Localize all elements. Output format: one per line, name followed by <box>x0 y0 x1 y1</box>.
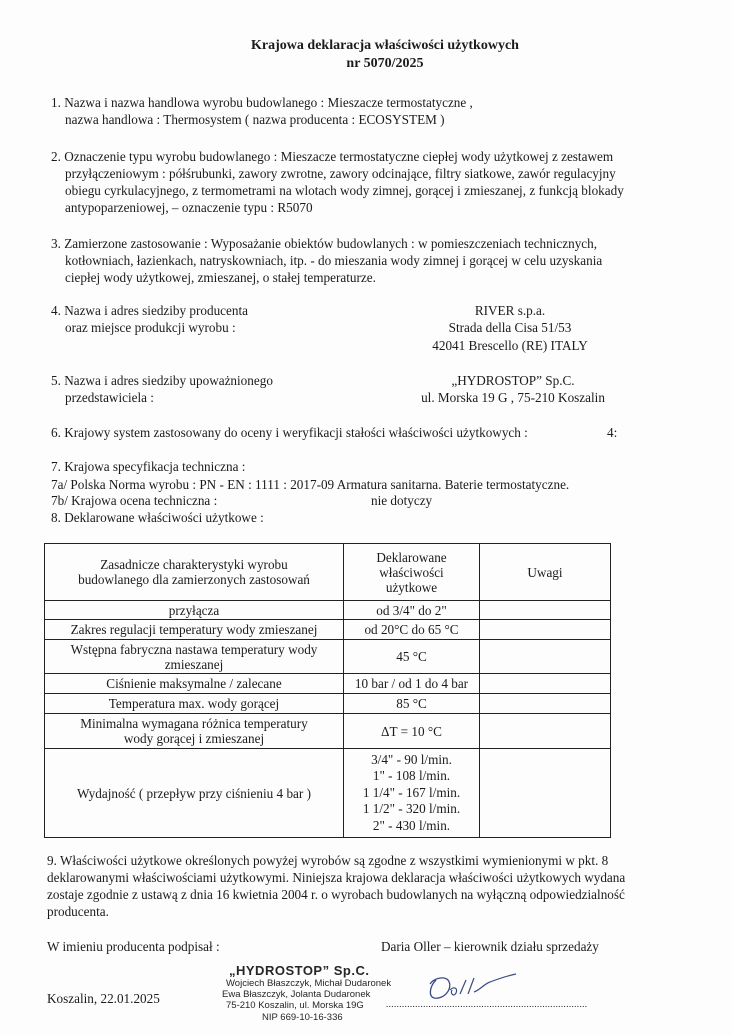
remarks-cell <box>480 601 611 620</box>
characteristic-cell <box>45 694 344 714</box>
technical-assessment-label: 7b/ Krajowa ocena techniczna : <box>51 493 218 508</box>
table-row <box>45 694 611 714</box>
remarks-cell <box>480 674 611 694</box>
cell-text: Wstępna fabryczna nastawa temperatury wody <box>70 641 318 657</box>
table-row <box>45 674 611 694</box>
section-2-line: 2. Oznaczenie typu wyrobu budowlanego : Mieszacze termostatyczne ciepłej wody użytkowej z zestawem <box>51 149 614 164</box>
representative-name: „HYDROSTOP” Sp.C. <box>451 373 575 388</box>
cell-text: Ciśnienie maksymalne / zalecane <box>106 676 282 691</box>
representative-label: 5. Nazwa i adres siedziby upoważnionego <box>51 373 273 388</box>
flow-rate-line: 3/4" - 90 l/min. <box>371 751 452 767</box>
section-1-line: 1. Nazwa i nazwa handlowa wyrobu budowlanego : Mieszacze termostatyczne , <box>51 95 473 110</box>
document-title: Krajowa deklaracja właściwości użytkowych <box>251 38 519 53</box>
conformity-line: deklarowanymi właściwościami użytkowymi. Niniejsza krajowa deklaracja właściwości użytkowych wydana <box>47 870 626 885</box>
header-text: Deklarowane <box>376 549 447 565</box>
properties-table <box>44 543 611 838</box>
characteristic-cell <box>45 714 344 749</box>
header-text: użytkowe <box>385 579 438 595</box>
conformity-line: producenta. <box>47 904 109 919</box>
conformity-line: 9. Właściwości użytkowe określonych powyżej wyrobów są zgodne z wszystkimi wymienionymi w pkt. 8 <box>47 853 609 868</box>
characteristic-cell <box>45 674 344 694</box>
polish-standard-line <box>51 477 569 494</box>
table-row <box>45 714 611 749</box>
stamp-line: 75-210 Koszalin, ul. Morska 19G <box>226 1000 364 1011</box>
stamp-company: „HYDROSTOP” Sp.C. <box>229 963 370 978</box>
cell-text: 10 bar / od 1 do 4 bar <box>354 676 469 691</box>
header-remarks: Uwagi <box>480 544 611 601</box>
section-3-line: ciepłej wody użytkowej, zmieszanej, o stałej temperaturze. <box>65 270 376 285</box>
section-3-line: 3. Zamierzone zastosowanie : Wyposażanie obiektów budowlanych : w pomieszczeniach technicznych, <box>51 236 598 251</box>
cell-text: od 20°C do 65 °C <box>364 622 459 637</box>
technical-spec-heading: 7. Krajowa specyfikacja techniczna : <box>51 459 246 474</box>
signed-by-label: W imieniu producenta podpisał : <box>47 939 220 954</box>
table-header-row <box>45 544 611 601</box>
characteristic-cell <box>45 749 344 838</box>
value-cell <box>344 694 480 714</box>
polish-standard-value: : PN - EN : 1111 : 2017-09 Armatura sanitarna. Baterie termostatyczne. <box>189 477 570 492</box>
representative-label: przedstawiciela : <box>65 390 154 405</box>
value-cell <box>344 601 480 620</box>
header-text: właściwości <box>379 564 444 580</box>
manufacturer-street: Strada della Cisa 51/53 <box>448 320 572 335</box>
manufacturer-label: 4. Nazwa i adres siedziby producenta <box>51 303 249 318</box>
flow-rate-line: 1 1/4" - 167 l/min. <box>362 784 461 800</box>
characteristic-cell <box>45 601 344 620</box>
characteristic-cell <box>45 640 344 674</box>
cell-text: przyłącza <box>168 602 220 618</box>
manufacturer-label: oraz miejsce produkcji wyrobu : <box>65 320 236 335</box>
remarks-cell <box>480 640 611 674</box>
flow-rate-line: 2" - 430 l/min. <box>372 817 451 833</box>
remarks-cell <box>480 749 611 838</box>
header-declared-values <box>344 544 480 601</box>
section-1-line: nazwa handlowa : Thermosystem ( nazwa producenta : ECOSYSTEM ) <box>65 112 445 127</box>
declaration-number: nr 5070/2025 <box>346 56 424 71</box>
assessment-system-value: 4: <box>607 425 618 440</box>
table-row <box>45 749 611 838</box>
stamp-line: Wojciech Błaszczyk, Michał Dudaronek <box>226 978 392 989</box>
cell-text: zmieszanej <box>164 656 224 672</box>
polish-standard-label: 7a/ Polska Norma wyrobu <box>51 477 190 492</box>
flow-rate-line: 1" - 108 l/min. <box>372 768 451 784</box>
cell-text: 85 °C <box>396 696 427 711</box>
signature-line: ............................................................................ <box>386 999 588 1009</box>
declared-properties-heading: 8. Deklarowane właściwości użytkowe : <box>51 510 264 525</box>
stamp-line: Ewa Błaszczyk, Jolanta Dudaronek <box>222 989 371 1000</box>
header-text: Zasadnicze charakterystyki wyrobu <box>100 557 288 572</box>
signer-name: Daria Oller – kierownik działu sprzedaży <box>381 939 599 954</box>
cell-text: Zakres regulacji temperatury wody zmieszanej <box>70 622 318 637</box>
section-2-line: przyłączeniowym : półśrubunki, zawory zwrotne, zawory odcinające, filtry siatkowe, zawór regulacyjny <box>65 166 616 181</box>
section-2-line: obiegu cyrkulacyjnego, z termometrami na wlotach wody zimnej, gorącej i zmieszanej, z funkcją blokady <box>65 183 624 198</box>
cell-text: Minimalna wymagana różnica temperatury <box>80 716 308 731</box>
value-cell <box>344 714 480 749</box>
table-row <box>45 620 611 640</box>
value-cell <box>344 620 480 640</box>
remarks-cell <box>480 694 611 714</box>
conformity-line: zostaje zgodnie z ustawą z dnia 16 kwietnia 2004 r. o wyrobach budowlanych na wyłączną odpowiedzialność <box>47 887 625 902</box>
characteristic-cell <box>45 620 344 640</box>
cell-text: wody gorącej i zmieszanej <box>123 731 265 746</box>
value-cell <box>344 749 480 838</box>
remarks-cell <box>480 714 611 749</box>
assessment-system-label: 6. Krajowy system zastosowany do oceny i weryfikacji stałości właściwości użytkowych : <box>51 425 528 440</box>
value-cell <box>344 674 480 694</box>
flow-rate-line: 1 1/2" - 320 l/min. <box>362 801 461 817</box>
cell-text: 45 °C <box>396 649 427 664</box>
technical-assessment-value: nie dotyczy <box>371 493 433 508</box>
header-characteristics <box>45 544 344 601</box>
table-row <box>45 640 611 674</box>
stamp-nip: NIP 669-10-16-336 <box>262 1012 343 1023</box>
section-2-line: antypoparzeniowej, – oznaczenie typu : R5070 <box>65 200 313 215</box>
handwritten-signature <box>424 972 520 1004</box>
cell-text: Wydajność ( przepływ przy ciśnieniu 4 bar ) <box>77 785 311 801</box>
cell-text: od 3/4" do 2" <box>376 602 447 618</box>
cell-text: ΔT = 10 °C <box>381 723 442 739</box>
section-3-line: kotłowniach, łazienkach, natryskowniach, itp. - do mieszania wody zimnej i gorącej w celu uzyskania <box>65 253 603 268</box>
place-date: Koszalin, 22.01.2025 <box>47 991 160 1006</box>
value-cell <box>344 640 480 674</box>
manufacturer-city: 42041 Brescello (RE) ITALY <box>432 338 588 353</box>
manufacturer-name: RIVER s.p.a. <box>474 303 546 318</box>
header-text: budowlanego dla zamierzonych zastosowań <box>78 572 310 587</box>
representative-address: ul. Morska 19 G , 75-210 Koszalin <box>421 390 605 405</box>
table-row <box>45 601 611 620</box>
cell-text: Temperatura max. wody gorącej <box>108 696 280 711</box>
remarks-cell <box>480 620 611 640</box>
